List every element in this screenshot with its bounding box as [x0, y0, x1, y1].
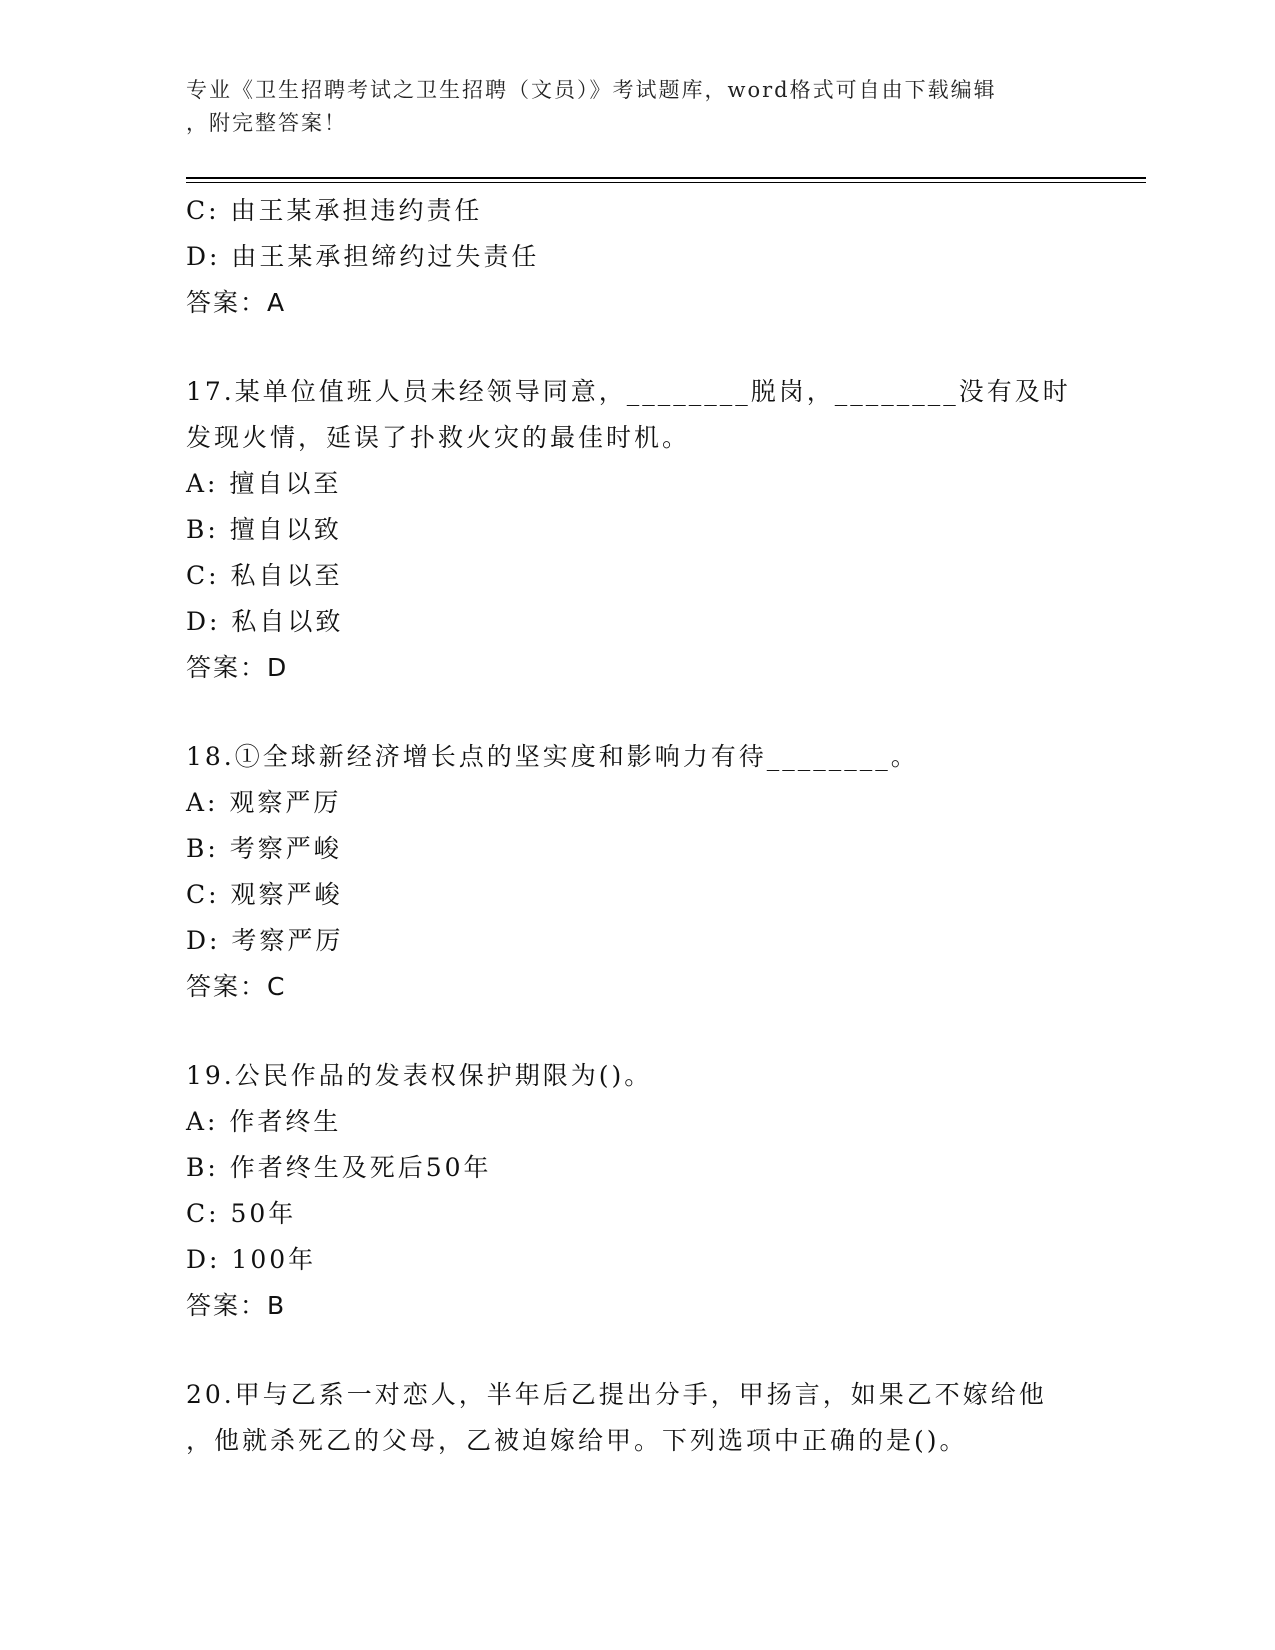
option-d: D: 考察严厉 [186, 926, 344, 955]
question-stem: 18.①全球新经济增长点的坚实度和影响力有待________。 [186, 742, 919, 771]
option-a: A: 观察严厉 [186, 788, 342, 817]
spacer [186, 326, 1086, 369]
option-c: C: 50年 [186, 1199, 297, 1228]
question-17 [186, 369, 1086, 691]
option-d: D: 100年 [186, 1245, 317, 1274]
spacer [186, 1010, 1086, 1053]
spacer [186, 1329, 1086, 1372]
answer: 答案：A [186, 288, 287, 317]
header-line-1: 专业《卫生招聘考试之卫生招聘（文员）》考试题库，word格式可自由下载编辑 [186, 78, 997, 102]
header-divider-thick [186, 177, 1146, 179]
option-d: D: 私自以致 [186, 607, 344, 636]
option-c: C: 私自以至 [186, 561, 343, 590]
option-b: B: 作者终生及死后50年 [186, 1153, 492, 1182]
question-18 [186, 734, 1086, 1010]
question-stem-line-2: 发现火情，延误了扑救火灾的最佳时机。 [186, 423, 691, 452]
document-body [186, 188, 1086, 1464]
spacer [186, 691, 1086, 734]
option-b: B: 考察严峻 [186, 834, 342, 863]
question-stem-line-2: ，他就杀死乙的父母，乙被迫嫁给甲。下列选项中正确的是()。 [186, 1426, 968, 1455]
question-19 [186, 1053, 1086, 1329]
document-header [186, 74, 1086, 140]
answer: 答案：C [186, 972, 287, 1001]
answer: 答案：D [186, 653, 289, 682]
question-stem-line-1: 20.甲与乙系一对恋人，半年后乙提出分手，甲扬言，如果乙不嫁给他 [186, 1380, 1047, 1409]
question-16-tail [186, 188, 1086, 326]
question-stem: 19.公民作品的发表权保护期限为()。 [186, 1061, 653, 1090]
option-a: A: 擅自以至 [186, 469, 342, 498]
header-divider-thin [186, 182, 1146, 183]
header-line-2: ，附完整答案！ [186, 111, 347, 135]
option-d: D: 由王某承担缔约过失责任 [186, 242, 540, 271]
option-c: C: 观察严峻 [186, 880, 343, 909]
option-b: B: 擅自以致 [186, 515, 342, 544]
answer: 答案：B [186, 1291, 287, 1320]
question-stem-line-1: 17.某单位值班人员未经领导同意，________脱岗，________没有及时 [186, 377, 1071, 406]
option-c: C: 由王某承担违约责任 [186, 196, 483, 225]
option-a: A: 作者终生 [186, 1107, 342, 1136]
question-20 [186, 1372, 1086, 1464]
